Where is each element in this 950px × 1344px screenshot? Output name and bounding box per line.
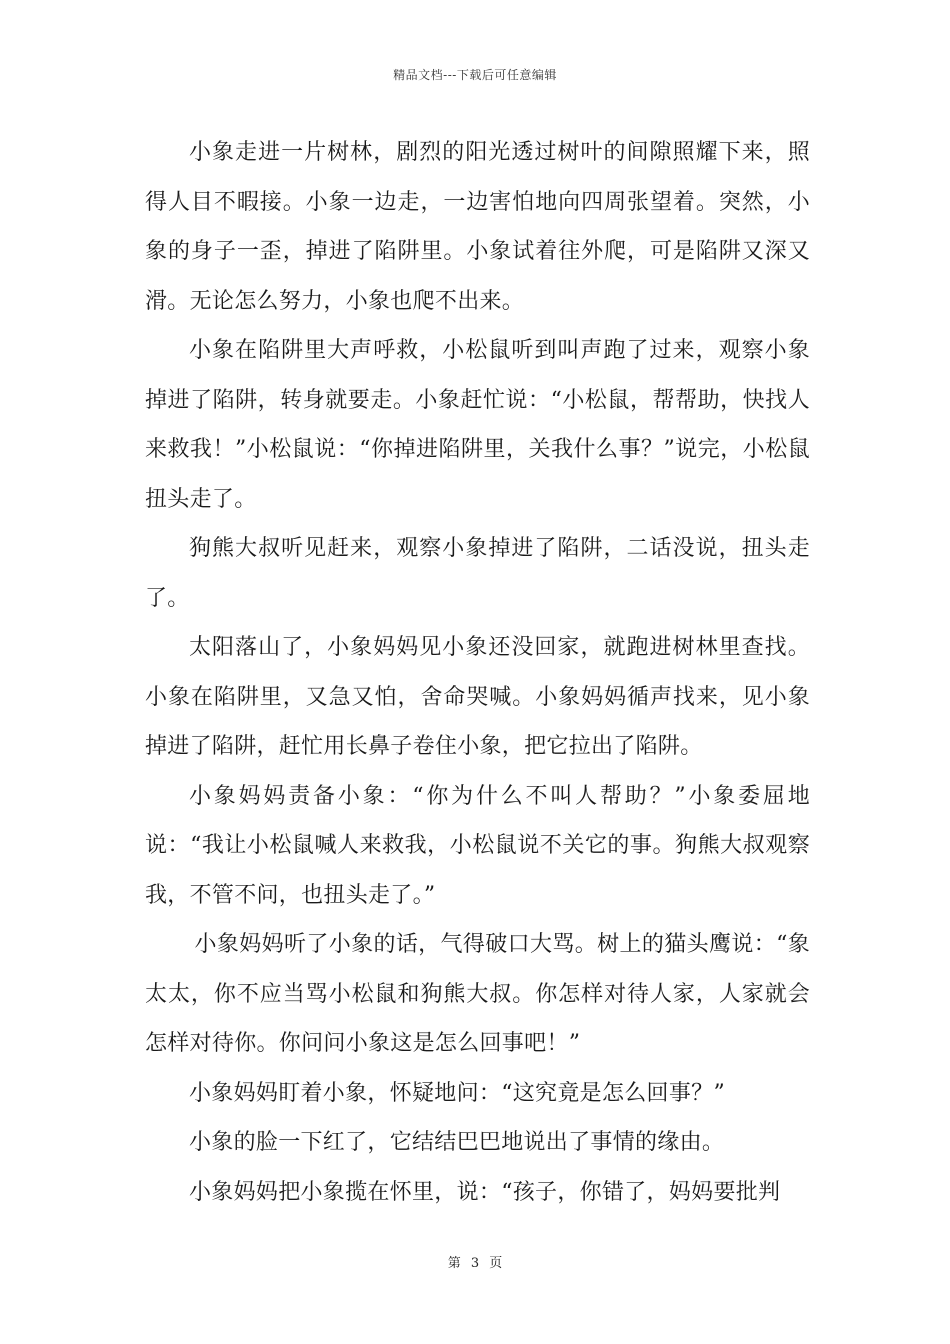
paragraph-9: 小象妈妈把小象揽在怀里，说：“孩子，你错了，妈妈要批判: [189, 1179, 781, 1205]
document-body: [145, 128, 810, 1217]
page-number: 3: [470, 1256, 480, 1271]
page-footer: [0, 1252, 950, 1271]
paragraph-5: 小象妈妈责备小象：“你为什么不叫人帮助？”小象委屈地说：“我让小松鼠喊人来救我，小松鼠说不关它的事。狗熊大叔观察我，不管不问，也扭头走了。”: [145, 783, 810, 908]
page-label-prefix: 第: [447, 1256, 461, 1271]
page-label-suffix: 页: [489, 1256, 503, 1271]
paragraph-1: 小象走进一片树林，剧烈的阳光透过树叶的间隙照耀下来，照得人目不暇接。小象一边走，一边害怕地向四周张望着。突然，小象的身子一歪，掉进了陷阱里。小象试着往外爬，可是陷阱又深又滑。无论怎么努力，小象也爬不出来。: [145, 140, 810, 314]
paragraph-2: 小象在陷阱里大声呼救，小松鼠听到叫声跑了过来，观察小象掉进了陷阱，转身就要走。小象赶忙说：“小松鼠，帮帮助，快找人来救我！”小松鼠说：“你掉进陷阱里，关我什么事？”说完，小松鼠扭头走了。: [145, 338, 810, 512]
page-header: 精品文档---下载后可任意编辑: [393, 68, 557, 82]
paragraph-6: 小象妈妈听了小象的话，气得破口大骂。树上的猫头鹰说：“象太太，你不应当骂小松鼠和狗熊大叔。你怎样对待人家，人家就会怎样对待你。你问问小象这是怎么回事吧！”: [145, 932, 810, 1056]
paragraph-3: 狗熊大叔听见赶来，观察小象掉进了陷阱，二话没说，扭头走了。: [145, 536, 810, 611]
paragraph-7: 小象妈妈盯着小象，怀疑地问：“这究竟是怎么回事？”: [189, 1080, 725, 1106]
paragraph-4: 太阳落山了，小象妈妈见小象还没回家，就跑进树林里查找。小象在陷阱里，又急又怕，舍命哭喊。小象妈妈循声找来，见小象掉进了陷阱，赶忙用长鼻子卷住小象，把它拉出了陷阱。: [145, 635, 810, 759]
paragraph-8: 小象的脸一下红了，它结结巴巴地说出了事情的缘由。: [189, 1130, 725, 1155]
